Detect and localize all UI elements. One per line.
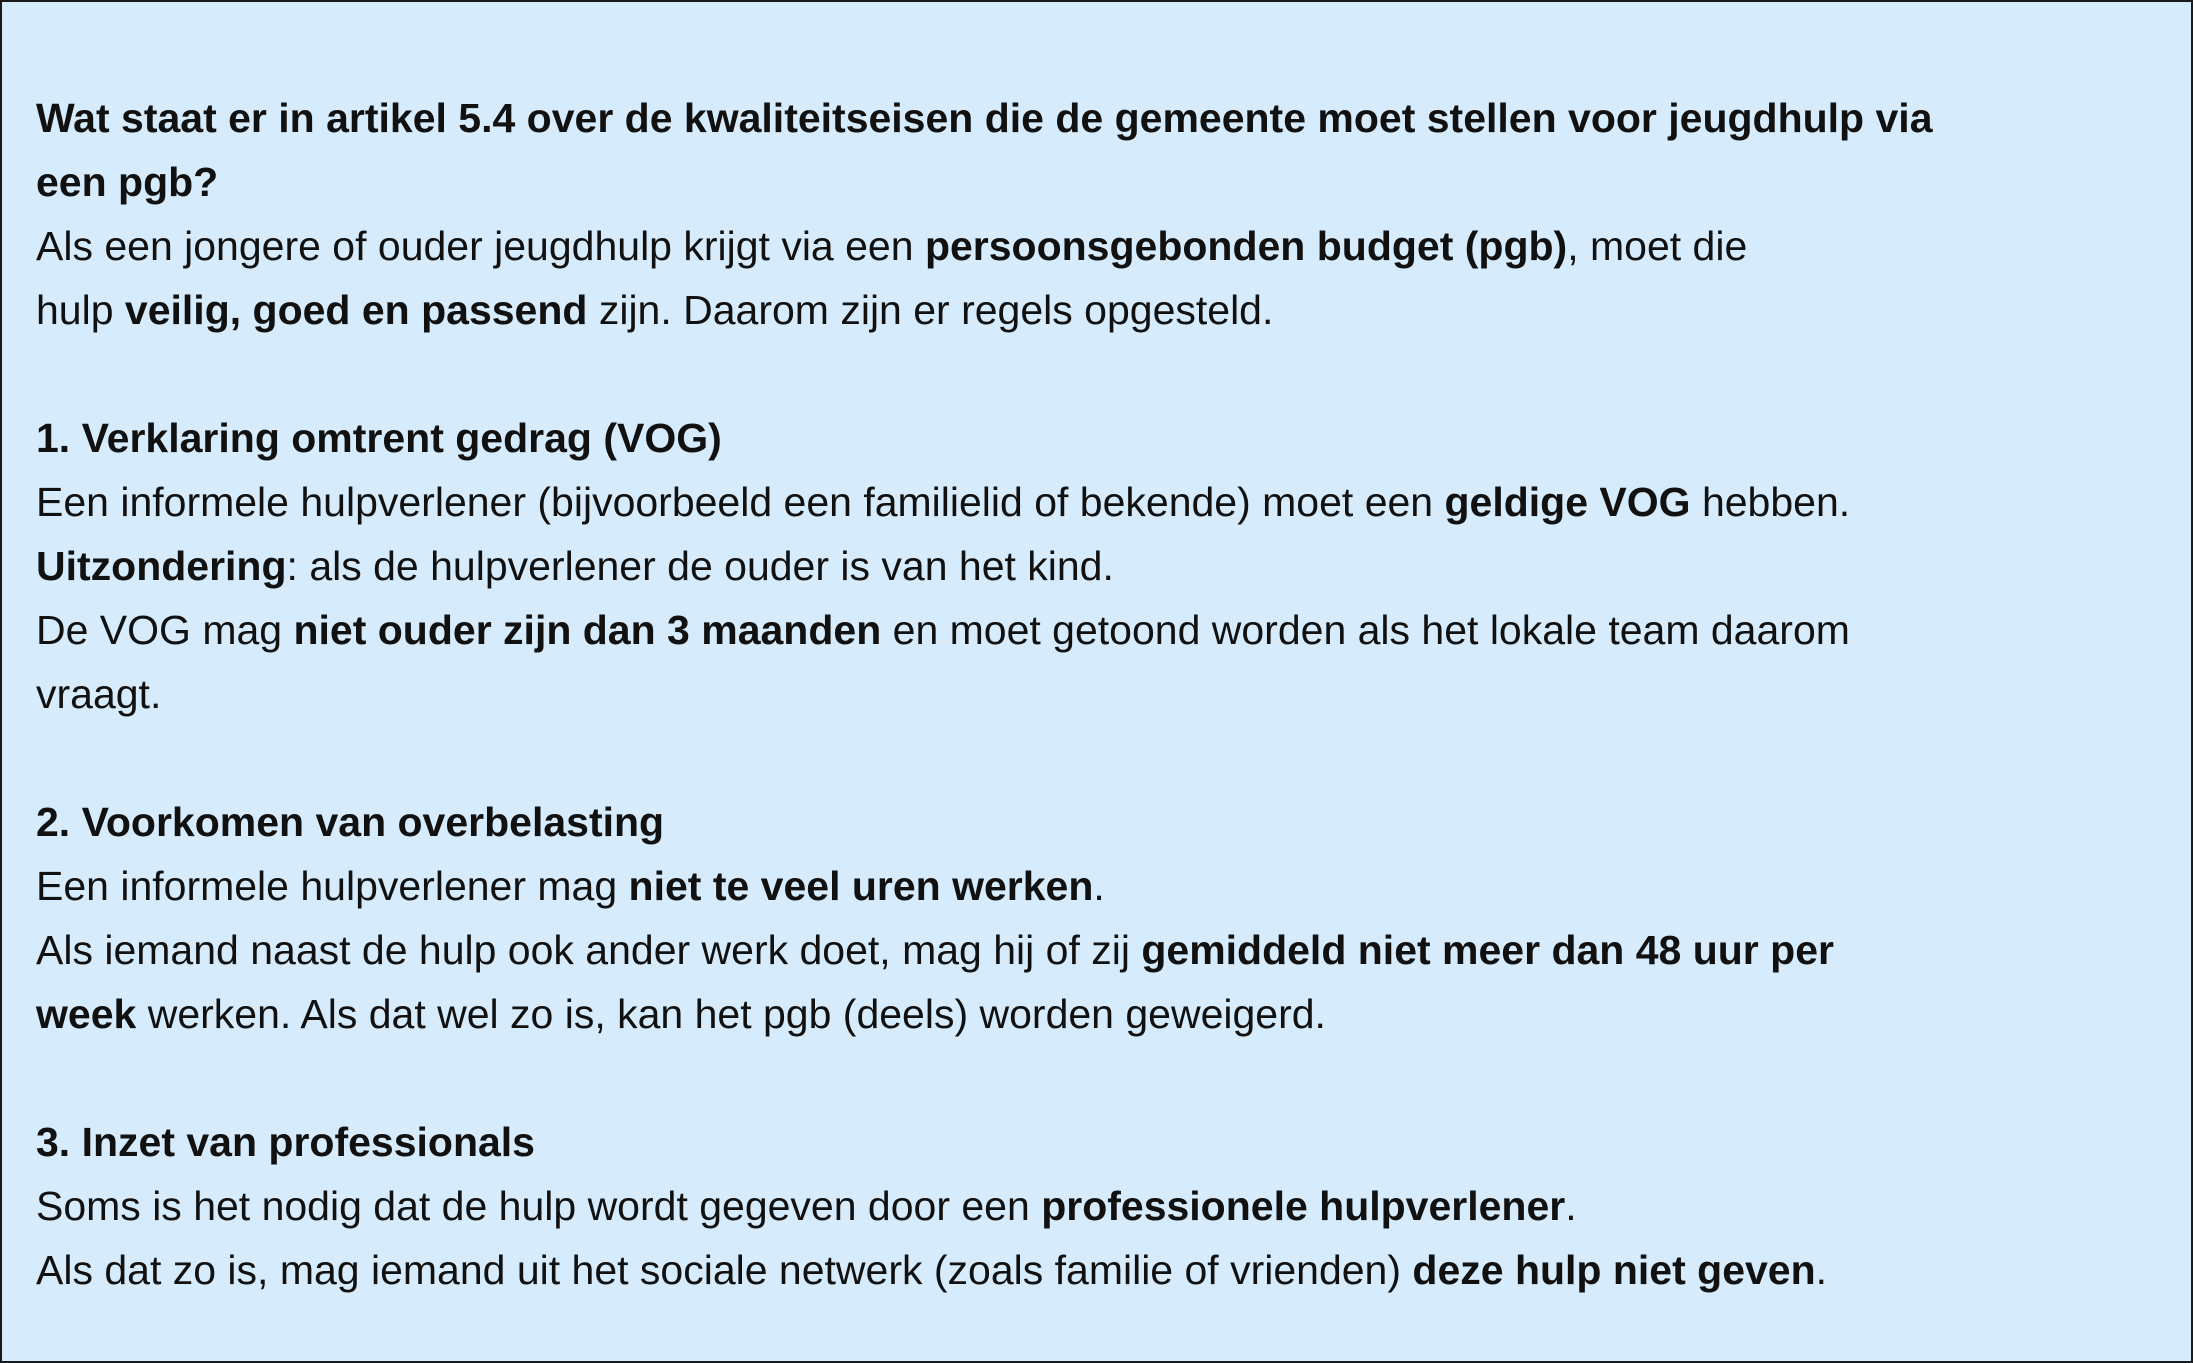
text-run: .	[1565, 1183, 1577, 1229]
section-heading	[36, 790, 2161, 854]
text-run: .	[1093, 863, 1105, 909]
section-line	[36, 470, 2161, 534]
text-run: en moet getoond worden als het lokale team daarom	[881, 607, 1850, 653]
spacer	[36, 1046, 2161, 1110]
question-block	[36, 86, 2161, 214]
intro-paragraph	[36, 214, 2161, 342]
text-run: hebben.	[1690, 479, 1851, 525]
emphasis-run: professionele hulpverlener	[1041, 1183, 1566, 1229]
emphasis-run: gemiddeld niet meer dan 48 uur per	[1141, 927, 1834, 973]
text-run: Als dat zo is, mag iemand uit het sociale netwerk (zoals familie of vrienden)	[36, 1247, 1413, 1293]
text-run: , moet die	[1567, 223, 1748, 269]
text-run: zijn. Daarom zijn er regels opgesteld.	[587, 287, 1274, 333]
section-line	[36, 662, 2161, 726]
question-text: een pgb?	[36, 159, 219, 205]
emphasis-run: niet ouder zijn dan 3 maanden	[293, 607, 882, 653]
heading-text: 2. Voorkomen van overbelasting	[36, 799, 665, 845]
question-line-2	[36, 150, 2161, 214]
text-run: : als de hulpverlener de ouder is van het kind.	[286, 543, 1114, 589]
emphasis-run: persoonsgebonden budget (pgb)	[924, 223, 1568, 269]
text-run: Een informele hulpverlener mag	[36, 863, 629, 909]
section-line	[36, 534, 2161, 598]
question-text: Wat staat er in artikel 5.4 over de kwaliteitseisen die de gemeente moet stellen voor jeugdhulp via	[36, 95, 1933, 141]
emphasis-run: deze hulp niet geven	[1412, 1247, 1816, 1293]
section-line	[36, 918, 2161, 982]
section-heading	[36, 1110, 2161, 1174]
emphasis-run: week	[36, 991, 137, 1037]
text-run: De VOG mag	[36, 607, 294, 653]
text-run: vraagt.	[36, 671, 162, 717]
section-vog	[36, 406, 2161, 726]
text-run: Soms is het nodig dat de hulp wordt gegeven door een	[36, 1183, 1042, 1229]
text-run: .	[1815, 1247, 1828, 1293]
text-run: Als iemand naast de hulp ook ander werk doet, mag hij of zij	[36, 927, 1142, 973]
intro-line-2	[36, 278, 2161, 342]
text-run: Een informele hulpverlener (bijvoorbeeld een familielid of bekende) moet een	[36, 479, 1445, 525]
section-line	[36, 1238, 2161, 1302]
question-line-1	[36, 86, 2161, 150]
emphasis-run: veilig, goed en passend	[124, 287, 588, 333]
emphasis-run: geldige VOG	[1444, 479, 1691, 525]
emphasis-run: Uitzondering	[36, 543, 287, 589]
intro-line-1	[36, 214, 2161, 278]
section-line	[36, 598, 2161, 662]
spacer	[36, 726, 2161, 790]
heading-text: 3. Inzet van professionals	[36, 1119, 535, 1165]
spacer	[36, 342, 2161, 406]
section-line	[36, 854, 2161, 918]
text-run: werken. Als dat wel zo is, kan het pgb (deels) worden geweigerd.	[136, 991, 1326, 1037]
text-run: Als een jongere of ouder jeugdhulp krijgt via een	[36, 223, 925, 269]
section-professionals	[36, 1110, 2161, 1302]
emphasis-run: niet te veel uren werken	[628, 863, 1094, 909]
section-overbelasting	[36, 790, 2161, 1046]
section-line	[36, 1174, 2161, 1238]
section-line	[36, 982, 2161, 1046]
section-heading	[36, 406, 2161, 470]
text-run: hulp	[36, 287, 125, 333]
heading-text: 1. Verklaring omtrent gedrag (VOG)	[36, 415, 722, 461]
